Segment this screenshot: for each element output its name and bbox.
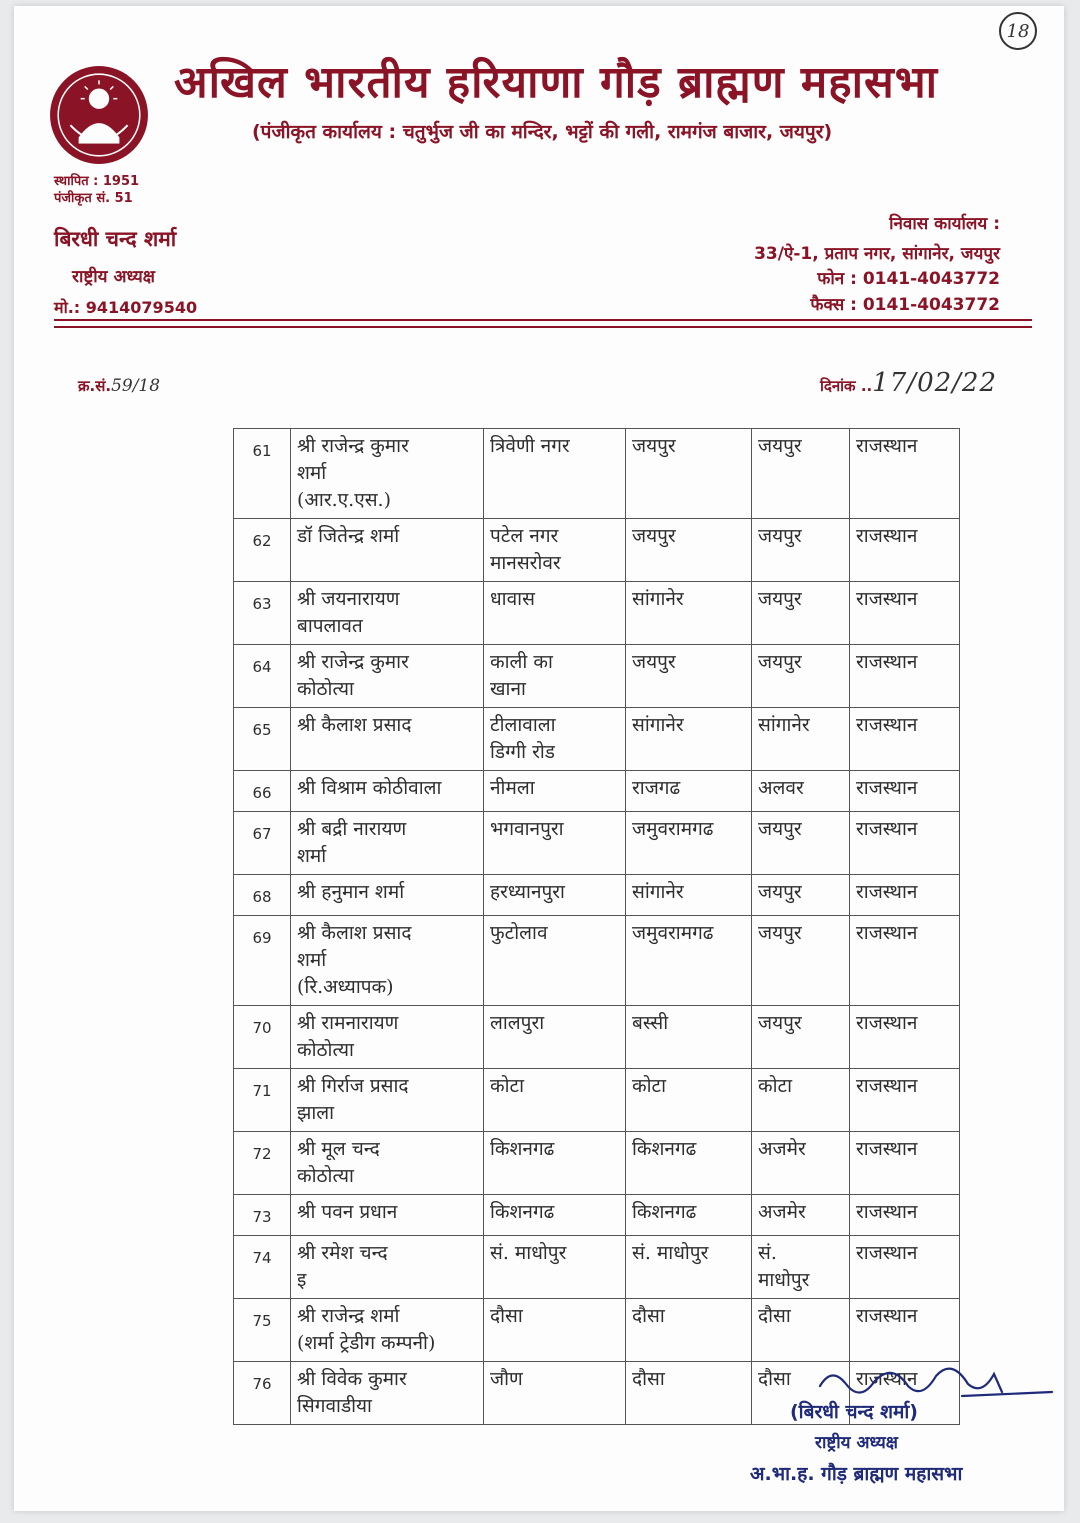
district-cell: जयपुर: [752, 875, 850, 916]
locality-cell: लालपुरा: [484, 1006, 626, 1069]
serial-number-cell: 71: [234, 1069, 291, 1132]
tehsil-cell: दौसा: [626, 1299, 752, 1362]
district-cell: सांगानेर: [752, 708, 850, 771]
table-row: [234, 708, 960, 771]
table-row: [234, 875, 960, 916]
tehsil-cell: बस्सी: [626, 1006, 752, 1069]
tehsil-cell: किशनगढ: [626, 1132, 752, 1195]
fax-number: फैक्स : 0141-4043772: [810, 295, 1000, 315]
date-label: दिनांक: [820, 377, 856, 395]
district-cell: दौसा: [752, 1362, 850, 1425]
residence-address: 33/ऐ-1, प्रताप नगर, सांगानेर, जयपुर: [754, 244, 1000, 264]
table-row: [234, 1069, 960, 1132]
letter-date: दिनांक ..17/02/22: [820, 368, 997, 398]
signatory-organisation: अ.भा.ह. गौड़ ब्राह्मण महासभा: [750, 1463, 963, 1485]
district-cell: कोटा: [752, 1069, 850, 1132]
district-cell: जयपुर: [752, 1006, 850, 1069]
locality-cell: जौण: [484, 1362, 626, 1425]
locality-cell: किशनगढ: [484, 1132, 626, 1195]
member-name-cell: श्री राजेन्द्र कुमार शर्मा (आर.ए.एस.): [291, 429, 484, 519]
tehsil-cell: जयपुर: [626, 519, 752, 582]
serial-number-cell: 64: [234, 645, 291, 708]
state-cell: राजस्थान: [850, 1006, 960, 1069]
member-name-cell: श्री जयनारायण बापलावत: [291, 582, 484, 645]
president-title: राष्ट्रीय अध्यक्ष: [72, 267, 155, 287]
locality-cell: दौसा: [484, 1299, 626, 1362]
emblem-seal-icon: [48, 64, 150, 166]
locality-cell: कोटा: [484, 1069, 626, 1132]
member-name-cell: श्री कैलाश प्रसाद: [291, 708, 484, 771]
tehsil-cell: जयपुर: [626, 645, 752, 708]
locality-cell: पटेल नगर मानसरोवर: [484, 519, 626, 582]
member-name-cell: श्री रामनारायण कोठोत्या: [291, 1006, 484, 1069]
state-cell: राजस्थान: [850, 1195, 960, 1236]
date-value: 17/02/22: [872, 368, 997, 398]
state-cell: राजस्थान: [850, 1236, 960, 1299]
serial-number-cell: 62: [234, 519, 291, 582]
header-rule-top: [54, 319, 1032, 321]
district-cell: जयपुर: [752, 429, 850, 519]
members-table: [233, 428, 960, 1425]
tehsil-cell: राजगढ: [626, 771, 752, 812]
member-name-cell: श्री रमेश चन्द इ: [291, 1236, 484, 1299]
serial-number-cell: 76: [234, 1362, 291, 1425]
serial-number-cell: 75: [234, 1299, 291, 1362]
table-row: [234, 1132, 960, 1195]
serial-number-cell: 74: [234, 1236, 291, 1299]
member-name-cell: डॉ जितेन्द्र शर्मा: [291, 519, 484, 582]
signatory-title: राष्ट्रीय अध्यक्ष: [815, 1433, 898, 1453]
serial-number-cell: 67: [234, 812, 291, 875]
locality-cell: सं. माधोपुर: [484, 1236, 626, 1299]
member-name-cell: श्री कैलाश प्रसाद शर्मा (रि.अध्यापक): [291, 916, 484, 1006]
member-name-cell: श्री राजेन्द्र शर्मा (शर्मा ट्रेडीग कम्पनी): [291, 1299, 484, 1362]
residence-label: निवास कार्यालय :: [889, 214, 1000, 234]
table-row: [234, 1006, 960, 1069]
table-row: [234, 519, 960, 582]
signatory-name: (बिरधी चन्द शर्मा): [790, 1401, 918, 1423]
member-name-cell: श्री राजेन्द्र कुमार कोठोत्या: [291, 645, 484, 708]
serial-number-cell: 72: [234, 1132, 291, 1195]
state-cell: राजस्थान: [850, 1299, 960, 1362]
state-cell: राजस्थान: [850, 1069, 960, 1132]
member-name-cell: श्री पवन प्रधान: [291, 1195, 484, 1236]
district-cell: दौसा: [752, 1299, 850, 1362]
tehsil-cell: दौसा: [626, 1362, 752, 1425]
member-name-cell: श्री गिर्राज प्रसाद झाला: [291, 1069, 484, 1132]
registered-office-address: (पंजीकृत कार्यालय : चतुर्भुज जी का मन्दिर, भट्टों की गली, रामगंज बाजार, जयपुर): [252, 121, 833, 143]
district-cell: अजमेर: [752, 1132, 850, 1195]
serial-number-cell: 65: [234, 708, 291, 771]
serial-number-cell: 63: [234, 582, 291, 645]
phone-number: फोन : 0141-4043772: [817, 269, 1000, 289]
tehsil-cell: जमुवरामगढ: [626, 916, 752, 1006]
state-cell: राजस्थान: [850, 916, 960, 1006]
state-cell: राजस्थान: [850, 875, 960, 916]
serial-number-cell: 61: [234, 429, 291, 519]
locality-cell: काली का खाना: [484, 645, 626, 708]
tehsil-cell: सं. माधोपुर: [626, 1236, 752, 1299]
state-cell: राजस्थान: [850, 519, 960, 582]
tehsil-cell: जमुवरामगढ: [626, 812, 752, 875]
serial-number-cell: 70: [234, 1006, 291, 1069]
table-row: [234, 812, 960, 875]
district-cell: सं. माधोपुर: [752, 1236, 850, 1299]
locality-cell: हरध्यानपुरा: [484, 875, 626, 916]
member-name-cell: श्री हनुमान शर्मा: [291, 875, 484, 916]
serial-number-cell: 69: [234, 916, 291, 1006]
locality-cell: फुटोलाव: [484, 916, 626, 1006]
header-rule-bottom: [54, 326, 1032, 328]
locality-cell: धावास: [484, 582, 626, 645]
state-cell: राजस्थान: [850, 1362, 960, 1425]
table-row: [234, 429, 960, 519]
tehsil-cell: सांगानेर: [626, 875, 752, 916]
reference-value: 59/18: [111, 376, 161, 396]
registration-number: पंजीकृत सं. 51: [54, 191, 133, 206]
page-number: 18: [999, 12, 1037, 50]
state-cell: राजस्थान: [850, 645, 960, 708]
tehsil-cell: सांगानेर: [626, 708, 752, 771]
serial-number-cell: 66: [234, 771, 291, 812]
state-cell: राजस्थान: [850, 708, 960, 771]
locality-cell: किशनगढ: [484, 1195, 626, 1236]
president-name: बिरधी चन्द शर्मा: [54, 227, 177, 251]
table-row: [234, 771, 960, 812]
state-cell: राजस्थान: [850, 582, 960, 645]
reference-number: [78, 376, 160, 396]
district-cell: जयपुर: [752, 519, 850, 582]
president-mobile: मो.: 9414079540: [54, 298, 198, 317]
table-row: [234, 582, 960, 645]
tehsil-cell: जयपुर: [626, 429, 752, 519]
tehsil-cell: कोटा: [626, 1069, 752, 1132]
members-table-body: [234, 429, 960, 1425]
table-row: [234, 1236, 960, 1299]
state-cell: राजस्थान: [850, 771, 960, 812]
district-cell: अलवर: [752, 771, 850, 812]
district-cell: जयपुर: [752, 645, 850, 708]
member-name-cell: श्री विवेक कुमार सिगवाडीया: [291, 1362, 484, 1425]
district-cell: जयपुर: [752, 582, 850, 645]
reference-label: क्र.सं.: [78, 377, 112, 395]
district-cell: जयपुर: [752, 916, 850, 1006]
member-name-cell: श्री विश्राम कोठीवाला: [291, 771, 484, 812]
locality-cell: त्रिवेणी नगर: [484, 429, 626, 519]
member-name-cell: श्री मूल चन्द कोठोत्या: [291, 1132, 484, 1195]
org-title: अखिल भारतीय हरियाणा गौड़ ब्राह्मण महासभा: [174, 57, 939, 108]
state-cell: राजस्थान: [850, 429, 960, 519]
tehsil-cell: सांगानेर: [626, 582, 752, 645]
serial-number-cell: 68: [234, 875, 291, 916]
table-row: [234, 1299, 960, 1362]
locality-cell: टीलावाला डिग्गी रोड: [484, 708, 626, 771]
table-row: [234, 1195, 960, 1236]
established-year: स्थापित : 1951: [54, 174, 140, 189]
table-row: [234, 916, 960, 1006]
district-cell: जयपुर: [752, 812, 850, 875]
state-cell: राजस्थान: [850, 1132, 960, 1195]
district-cell: अजमेर: [752, 1195, 850, 1236]
table-row: [234, 645, 960, 708]
serial-number-cell: 73: [234, 1195, 291, 1236]
state-cell: राजस्थान: [850, 812, 960, 875]
member-name-cell: श्री बद्री नारायण शर्मा: [291, 812, 484, 875]
tehsil-cell: किशनगढ: [626, 1195, 752, 1236]
locality-cell: भगवानपुरा: [484, 812, 626, 875]
locality-cell: नीमला: [484, 771, 626, 812]
